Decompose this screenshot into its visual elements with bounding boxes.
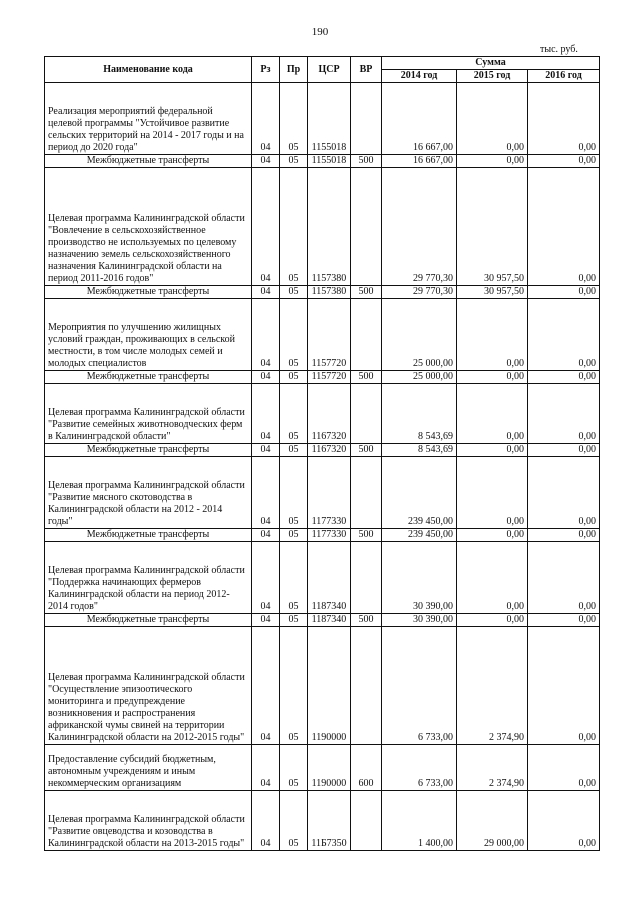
table-row bbox=[45, 286, 600, 299]
row-csr: 1177330 bbox=[308, 529, 351, 542]
row-csr: 1167320 bbox=[308, 384, 351, 444]
row-2015: 0,00 bbox=[457, 457, 528, 529]
row-2016: 0,00 bbox=[528, 286, 600, 299]
table-row bbox=[45, 614, 600, 627]
row-pr: 05 bbox=[280, 286, 308, 299]
row-csr: 1157720 bbox=[308, 371, 351, 384]
row-name: Целевая программа Калининградской области "Развитие мясного скотоводства в Калининградской области на 2012 - 2014 годы" bbox=[45, 457, 252, 529]
row-rz: 04 bbox=[252, 384, 280, 444]
row-rz: 04 bbox=[252, 155, 280, 168]
row-2016: 0,00 bbox=[528, 444, 600, 457]
row-2016: 0,00 bbox=[528, 457, 600, 529]
header-sum: Сумма bbox=[382, 57, 600, 70]
row-2014: 25 000,00 bbox=[382, 371, 457, 384]
row-2015: 0,00 bbox=[457, 384, 528, 444]
row-rz: 04 bbox=[252, 168, 280, 286]
row-name: Межбюджетные трансферты bbox=[45, 529, 252, 542]
row-rz: 04 bbox=[252, 286, 280, 299]
row-vr: 500 bbox=[351, 155, 382, 168]
row-vr bbox=[351, 299, 382, 371]
units-label: тыс. руб. bbox=[540, 44, 578, 55]
header-2014: 2014 год bbox=[382, 70, 457, 83]
row-2014: 6 733,00 bbox=[382, 627, 457, 745]
row-2016: 0,00 bbox=[528, 83, 600, 155]
row-2014: 8 543,69 bbox=[382, 444, 457, 457]
row-2014: 16 667,00 bbox=[382, 155, 457, 168]
budget-table bbox=[44, 56, 600, 851]
row-rz: 04 bbox=[252, 529, 280, 542]
row-vr: 500 bbox=[351, 529, 382, 542]
row-2016: 0,00 bbox=[528, 542, 600, 614]
row-name: Целевая программа Калининградской области "Развитие семейных животноводческих ферм в Калининградской области" bbox=[45, 384, 252, 444]
row-csr: 1187340 bbox=[308, 614, 351, 627]
row-name: Межбюджетные трансферты bbox=[45, 286, 252, 299]
table-row bbox=[45, 529, 600, 542]
row-pr: 05 bbox=[280, 155, 308, 168]
row-pr: 05 bbox=[280, 371, 308, 384]
row-2016: 0,00 bbox=[528, 371, 600, 384]
row-2015: 0,00 bbox=[457, 83, 528, 155]
row-pr: 05 bbox=[280, 791, 308, 851]
row-vr bbox=[351, 542, 382, 614]
row-2014: 30 390,00 bbox=[382, 614, 457, 627]
row-csr: 1157380 bbox=[308, 168, 351, 286]
row-csr: 11Б7350 bbox=[308, 791, 351, 851]
row-2016: 0,00 bbox=[528, 299, 600, 371]
row-2015: 0,00 bbox=[457, 299, 528, 371]
row-2014: 25 000,00 bbox=[382, 299, 457, 371]
row-2016: 0,00 bbox=[528, 745, 600, 791]
row-2014: 6 733,00 bbox=[382, 745, 457, 791]
row-2015: 29 000,00 bbox=[457, 791, 528, 851]
row-name: Межбюджетные трансферты bbox=[45, 444, 252, 457]
row-2015: 0,00 bbox=[457, 371, 528, 384]
row-2015: 30 957,50 bbox=[457, 168, 528, 286]
row-pr: 05 bbox=[280, 542, 308, 614]
row-pr: 05 bbox=[280, 444, 308, 457]
row-pr: 05 bbox=[280, 627, 308, 745]
row-2014: 16 667,00 bbox=[382, 83, 457, 155]
row-2016: 0,00 bbox=[528, 168, 600, 286]
row-csr: 1190000 bbox=[308, 627, 351, 745]
row-rz: 04 bbox=[252, 371, 280, 384]
row-pr: 05 bbox=[280, 83, 308, 155]
table-row bbox=[45, 457, 600, 529]
row-2016: 0,00 bbox=[528, 155, 600, 168]
row-rz: 04 bbox=[252, 745, 280, 791]
row-2014: 29 770,30 bbox=[382, 286, 457, 299]
table-row bbox=[45, 155, 600, 168]
row-name: Реализация мероприятий федеральной целевой программы "Устойчивое развитие сельских территорий на 2014 - 2017 годы и на период до 2020 года" bbox=[45, 83, 252, 155]
row-vr bbox=[351, 627, 382, 745]
row-2015: 2 374,90 bbox=[457, 627, 528, 745]
row-name: Предоставление субсидий бюджетным, автономным учреждениям и иным некоммерческим организациям bbox=[45, 745, 252, 791]
row-pr: 05 bbox=[280, 457, 308, 529]
row-2014: 1 400,00 bbox=[382, 791, 457, 851]
row-2015: 30 957,50 bbox=[457, 286, 528, 299]
row-2015: 0,00 bbox=[457, 529, 528, 542]
row-vr bbox=[351, 384, 382, 444]
row-2015: 0,00 bbox=[457, 614, 528, 627]
row-2016: 0,00 bbox=[528, 791, 600, 851]
row-pr: 05 bbox=[280, 529, 308, 542]
header-rz: Рз bbox=[252, 57, 280, 83]
row-2015: 0,00 bbox=[457, 542, 528, 614]
table-row bbox=[45, 444, 600, 457]
row-2014: 29 770,30 bbox=[382, 168, 457, 286]
row-2016: 0,00 bbox=[528, 384, 600, 444]
row-rz: 04 bbox=[252, 457, 280, 529]
row-rz: 04 bbox=[252, 83, 280, 155]
row-vr: 600 bbox=[351, 745, 382, 791]
row-2014: 8 543,69 bbox=[382, 384, 457, 444]
header-csr: ЦСР bbox=[308, 57, 351, 83]
row-csr: 1157380 bbox=[308, 286, 351, 299]
row-rz: 04 bbox=[252, 791, 280, 851]
row-pr: 05 bbox=[280, 745, 308, 791]
table-row bbox=[45, 83, 600, 155]
row-vr: 500 bbox=[351, 614, 382, 627]
row-2016: 0,00 bbox=[528, 529, 600, 542]
row-2014: 30 390,00 bbox=[382, 542, 457, 614]
row-csr: 1187340 bbox=[308, 542, 351, 614]
row-csr: 1155018 bbox=[308, 83, 351, 155]
row-2016: 0,00 bbox=[528, 627, 600, 745]
table-row bbox=[45, 791, 600, 851]
row-rz: 04 bbox=[252, 627, 280, 745]
table-body bbox=[45, 83, 600, 851]
row-2016: 0,00 bbox=[528, 614, 600, 627]
row-name: Целевая программа Калининградской области "Вовлечение в сельскохозяйственное производство не используемых по целевому назначению земель сельскохозяйственного назначения Калининградской области на период 2011-2016 годов" bbox=[45, 168, 252, 286]
row-csr: 1157720 bbox=[308, 299, 351, 371]
row-2015: 0,00 bbox=[457, 155, 528, 168]
row-rz: 04 bbox=[252, 614, 280, 627]
header-2015: 2015 год bbox=[457, 70, 528, 83]
row-name: Целевая программа Калининградской области "Развитие овцеводства и козоводства в Калининградской области на 2013-2015 годы" bbox=[45, 791, 252, 851]
row-rz: 04 bbox=[252, 299, 280, 371]
row-vr bbox=[351, 83, 382, 155]
table-row bbox=[45, 542, 600, 614]
header-2016: 2016 год bbox=[528, 70, 600, 83]
table-row bbox=[45, 168, 600, 286]
row-2015: 0,00 bbox=[457, 444, 528, 457]
row-pr: 05 bbox=[280, 614, 308, 627]
row-csr: 1155018 bbox=[308, 155, 351, 168]
row-vr bbox=[351, 457, 382, 529]
row-vr bbox=[351, 168, 382, 286]
header-name: Наименование кода bbox=[45, 57, 252, 83]
table-row bbox=[45, 384, 600, 444]
row-2015: 2 374,90 bbox=[457, 745, 528, 791]
row-name: Целевая программа Калининградской области "Осуществление эпизоотического мониторинга и предупреждение возникновения и распространения африканской чумы свиней на территории Калининградской области на 2012-2015 годы" bbox=[45, 627, 252, 745]
row-name: Межбюджетные трансферты bbox=[45, 614, 252, 627]
table-row bbox=[45, 371, 600, 384]
row-csr: 1190000 bbox=[308, 745, 351, 791]
header-vr: ВР bbox=[351, 57, 382, 83]
row-pr: 05 bbox=[280, 168, 308, 286]
row-csr: 1167320 bbox=[308, 444, 351, 457]
header-pr: Пр bbox=[280, 57, 308, 83]
row-vr: 500 bbox=[351, 444, 382, 457]
row-name: Мероприятия по улучшению жилищных условий граждан, проживающих в сельской местности, в том числе молодых семей и молодых специалистов bbox=[45, 299, 252, 371]
row-pr: 05 bbox=[280, 384, 308, 444]
row-name: Межбюджетные трансферты bbox=[45, 371, 252, 384]
table-row bbox=[45, 745, 600, 791]
row-vr: 500 bbox=[351, 371, 382, 384]
row-rz: 04 bbox=[252, 542, 280, 614]
row-csr: 1177330 bbox=[308, 457, 351, 529]
page-number: 190 bbox=[311, 26, 329, 38]
row-2014: 239 450,00 bbox=[382, 529, 457, 542]
row-pr: 05 bbox=[280, 299, 308, 371]
row-vr bbox=[351, 791, 382, 851]
row-name: Межбюджетные трансферты bbox=[45, 155, 252, 168]
row-vr: 500 bbox=[351, 286, 382, 299]
row-name: Целевая программа Калининградской области "Поддержка начинающих фермеров Калининградской области на период 2012-2014 годов" bbox=[45, 542, 252, 614]
table-row bbox=[45, 299, 600, 371]
row-2014: 239 450,00 bbox=[382, 457, 457, 529]
table-row bbox=[45, 627, 600, 745]
row-rz: 04 bbox=[252, 444, 280, 457]
